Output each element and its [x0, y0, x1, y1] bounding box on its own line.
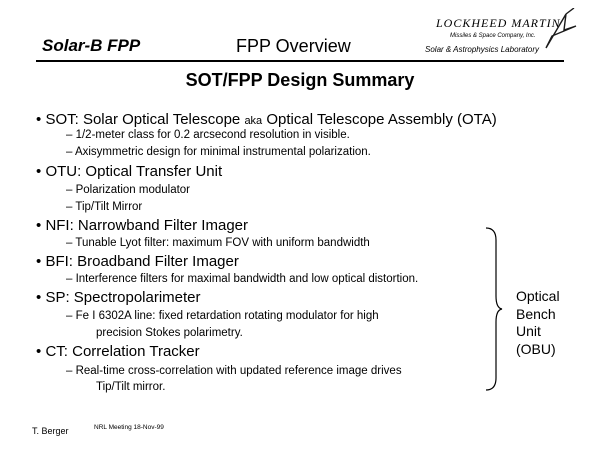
- footer-author: T. Berger: [32, 426, 69, 436]
- bullet-icon: •: [36, 217, 42, 234]
- footer-meeting: NRL Meeting 18-Nov-99: [94, 424, 164, 431]
- nfi-heading: NFI: Narrowband Filter Imager: [45, 217, 248, 234]
- section-ct-heading: [36, 343, 200, 360]
- obu-line-3: Unit: [516, 323, 541, 339]
- section-otu-heading: [36, 163, 222, 180]
- bullet-icon: •: [36, 163, 42, 180]
- otu-item-1: – Polarization modulator: [66, 184, 191, 196]
- header-rule: [36, 60, 564, 62]
- bullet-icon: •: [36, 343, 42, 360]
- obu-brace-icon: [480, 226, 504, 392]
- logo-company: Missiles & Space Company, Inc.: [450, 33, 536, 39]
- slide-title: SOT/FPP Design Summary: [185, 70, 415, 90]
- logo-lab: Solar & Astrophysics Laboratory: [425, 45, 539, 54]
- sot-item-1: – 1/2-meter class for 0.2 arcsecond resolution in visible.: [66, 129, 350, 141]
- sot-item-2: – Axisymmetric design for minimal instrumental polarization.: [66, 146, 371, 158]
- header-center-title: FPP Overview: [236, 36, 351, 56]
- sp-heading: SP: Spectropolarimeter: [45, 289, 201, 306]
- section-sp-heading: [36, 289, 201, 306]
- bfi-heading: BFI: Broadband Filter Imager: [45, 253, 239, 270]
- obu-label: [516, 288, 560, 358]
- otu-heading: OTU: Optical Transfer Unit: [45, 163, 223, 180]
- header-left-title: Solar-B FPP: [42, 36, 141, 55]
- sot-aka: aka: [244, 115, 263, 127]
- bullet-icon: •: [36, 111, 42, 128]
- obu-line-2: Bench: [516, 305, 556, 322]
- section-bfi-heading: [36, 253, 239, 270]
- ct-item-1: – Real-time cross-correlation with updated reference image drives: [66, 365, 402, 377]
- logo-name: LOCKHEED MARTIN: [436, 16, 561, 30]
- sot-heading-rest: Optical Telescope Assembly (OTA): [266, 111, 497, 128]
- sot-heading: SOT: Solar Optical Telescope: [45, 111, 241, 128]
- section-sot-heading: [36, 111, 497, 128]
- obu-line-1: Optical: [516, 288, 560, 304]
- obu-line-4: (OBU): [516, 340, 556, 357]
- otu-item-2: – Tip/Tilt Mirror: [66, 201, 143, 213]
- bfi-item-1: – Interference filters for maximal bandwidth and low optical distortion.: [66, 273, 419, 285]
- sp-item-2: precision Stokes polarimetry.: [96, 327, 243, 339]
- nfi-item-1: – Tunable Lyot filter: maximum FOV with uniform bandwidth: [66, 237, 370, 249]
- sp-item-1: – Fe I 6302A line: fixed retardation rotating modulator for high: [66, 310, 379, 322]
- ct-item-2: Tip/Tilt mirror.: [96, 381, 166, 393]
- lockheed-star-logo-icon: [544, 8, 578, 50]
- bullet-icon: •: [36, 253, 42, 270]
- section-nfi-heading: [36, 217, 248, 234]
- bullet-icon: •: [36, 289, 42, 306]
- ct-heading: CT: Correlation Tracker: [45, 343, 200, 360]
